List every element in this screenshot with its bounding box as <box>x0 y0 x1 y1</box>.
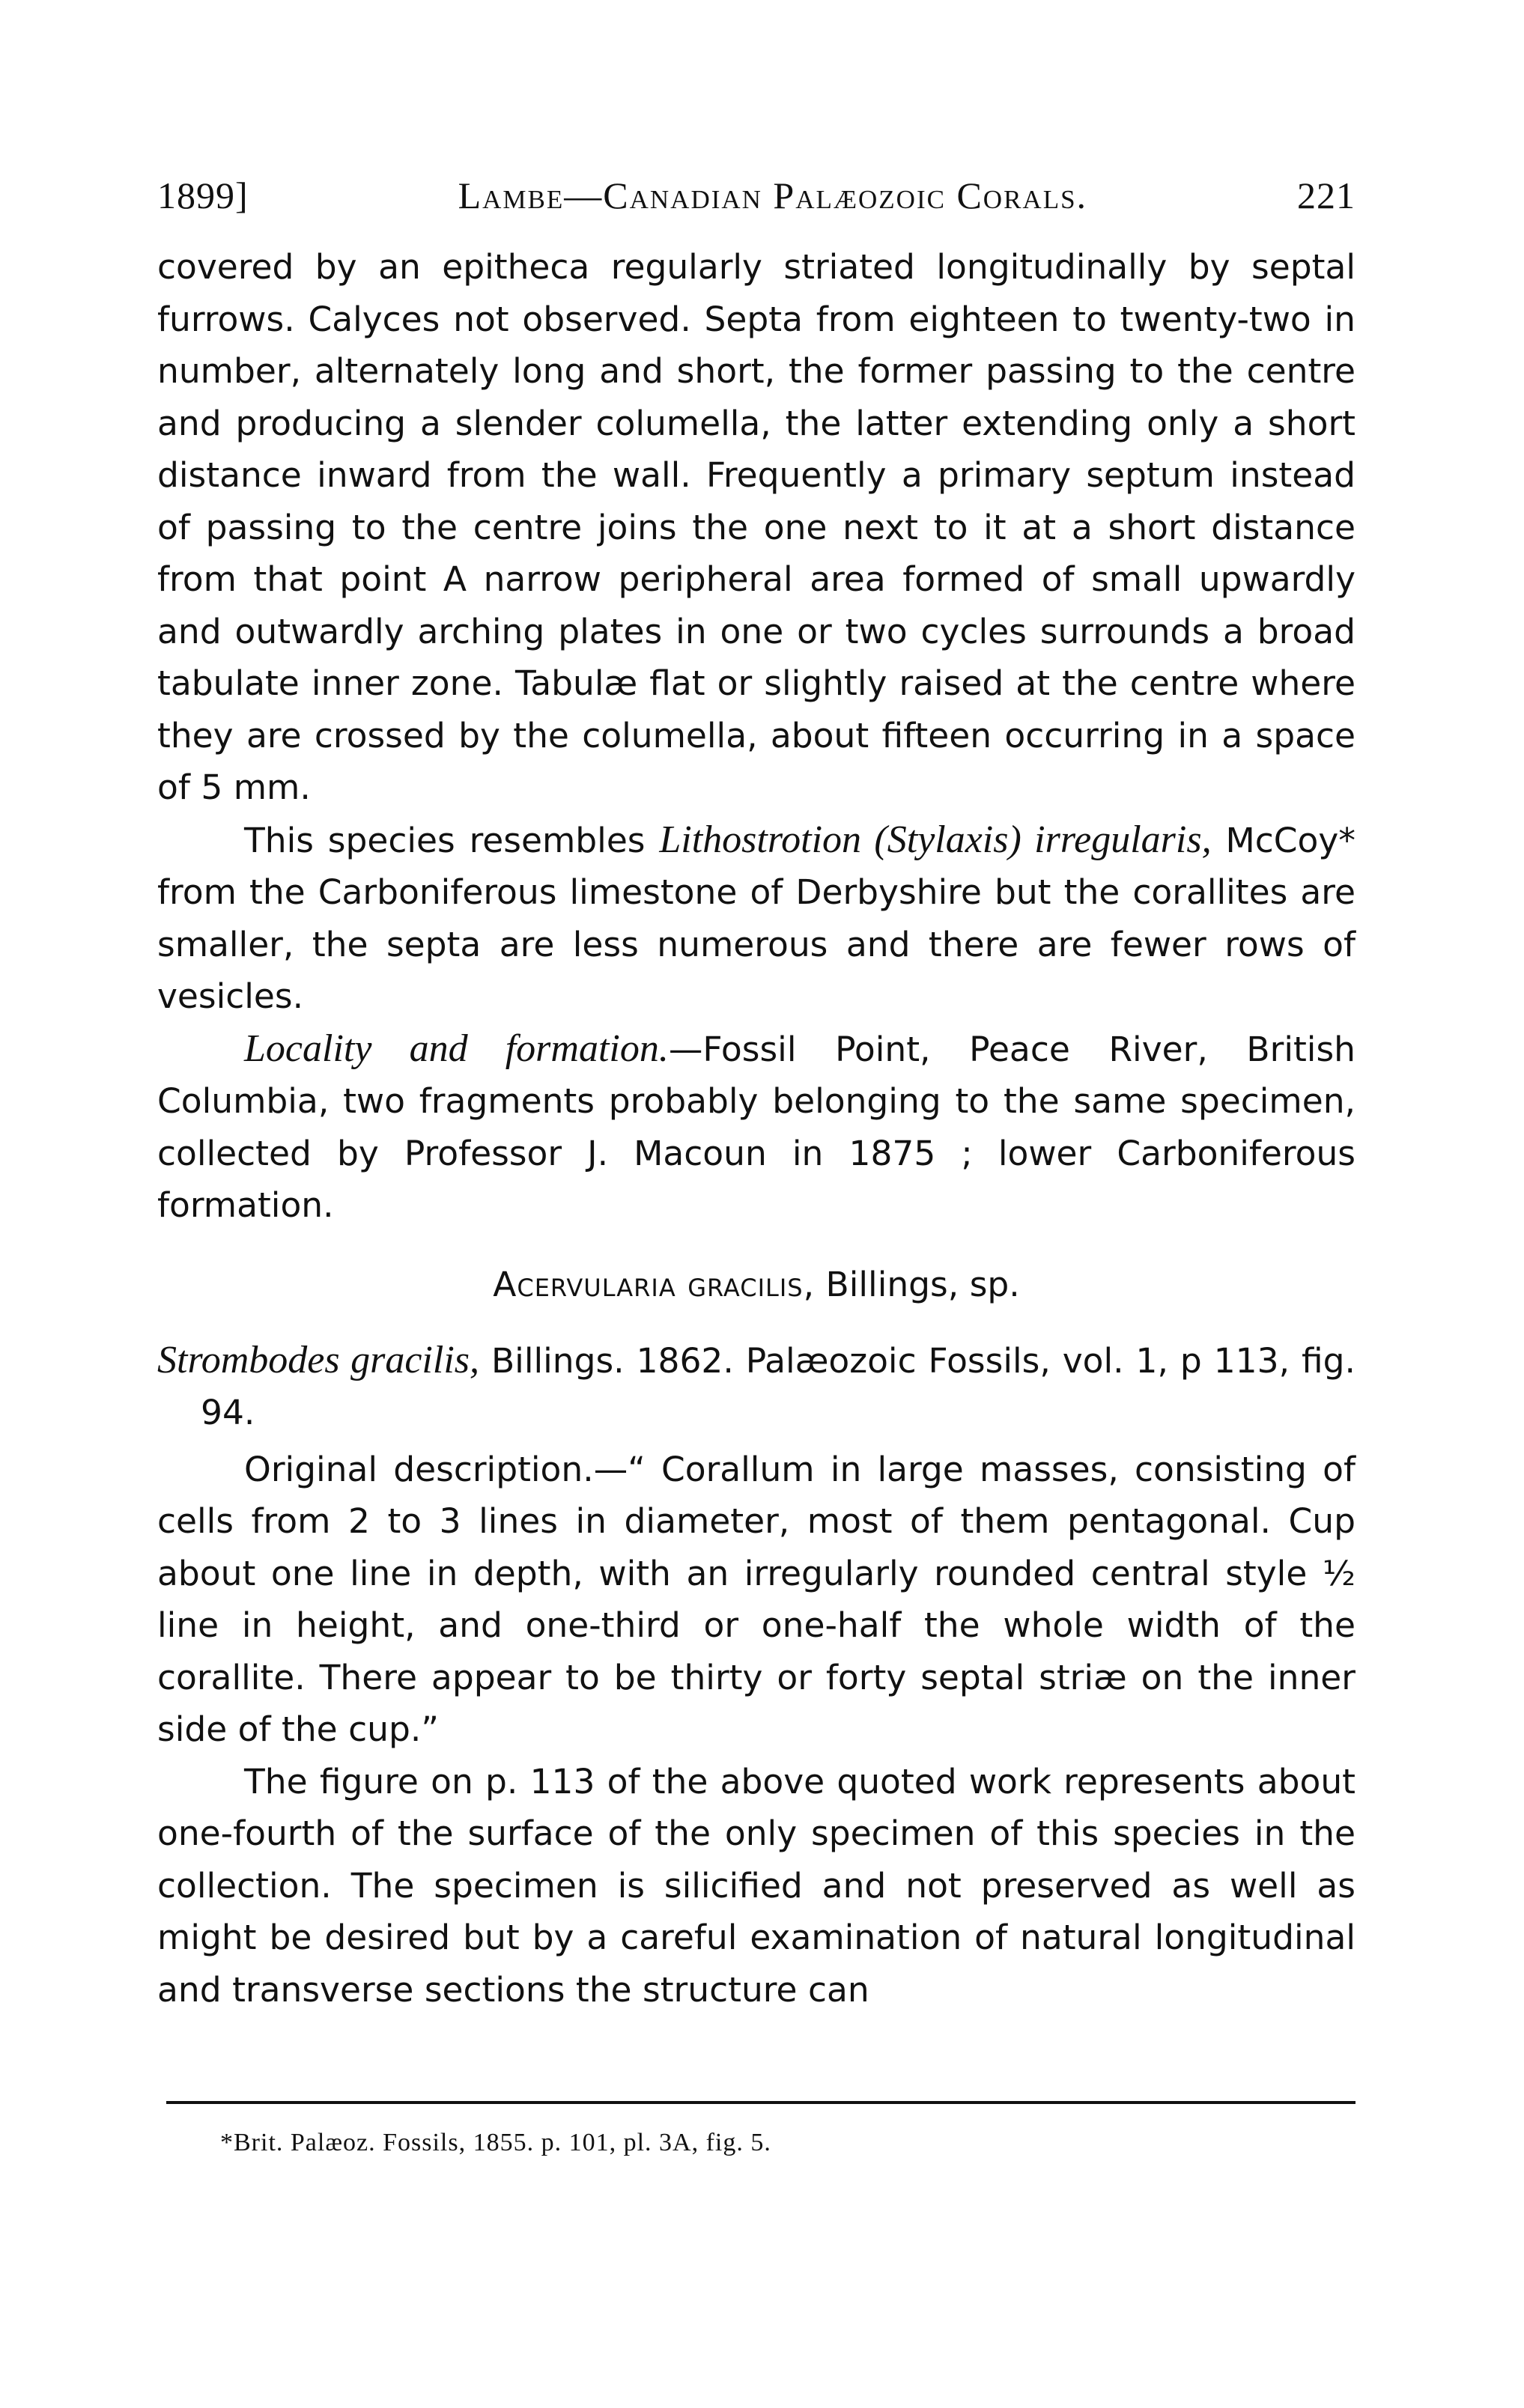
species-heading-author: Billings, sp. <box>815 1264 1020 1304</box>
paragraph-1: covered by an epitheca regularly striated longitudinally by septal furrows. Calyces not observed. Septa from eighteen to twenty-two in number, alternately long and short, the former passing to the centre and producing a slender columella, the latter extending only a short distance inward from the wall. Frequently a primary septum instead of passing to the centre joins the one next to it at a short distance from that point A narrow peripheral area formed of small upwardly and outwardly arching plates in one or two cycles surrounds a broad tabulate inner zone. Tabulæ flat or slightly raised at the centre where they are crossed by the columella, about fifteen occurring in a space of 5 mm. <box>157 247 1355 807</box>
paragraph-3-rest: —Fossil Point, Peace River, British Columbia, two fragments probably belonging to the same specimen, collected by Professor J. Macoun in 1875 ; lower Carboniferous formation. <box>157 1029 1355 1225</box>
paragraph-2-rest: McCoy* from the Carboniferous limestone of Derbyshire but the corallites are smaller, the septa are less numerous and there are fewer rows of vesicles. <box>157 820 1355 1016</box>
synonymy-reference: Billings. 1862. Palæozoic Fossils, vol. 1, p 113, fig. 94. <box>201 1340 1355 1432</box>
species-heading <box>157 1259 1355 1310</box>
paragraph-4: Original description.—“ Corallum in large masses, consisting of cells from 2 to 3 lines in diameter, most of them pentagonal. Cup about one line in depth, with an irregularly rounded central style ½ line in height, and one-third or one-half the whole width of the corallite. There appear to be thirty or forty septal striæ on the inner side of the cup.” <box>157 1449 1355 1749</box>
paragraph-3 <box>157 1023 1355 1232</box>
page-content <box>157 174 1355 2016</box>
paragraph-2-start: This species resembles <box>244 820 660 860</box>
synonymy-name: Strombodes gracilis, <box>157 1338 480 1381</box>
paragraph-2 <box>157 814 1355 1023</box>
header-year: 1899] <box>157 174 249 216</box>
footnote-rule <box>166 2101 1355 2104</box>
paragraph-5: The figure on p. 113 of the above quoted work represents about one-fourth of the surface of the only specimen of this species in the collection. The specimen is silicified and not preserved as well as might be desired but by a careful examination of natural longitudinal and transverse sections the structure can <box>157 1761 1355 2010</box>
footnote: *Brit. Palæoz. Fossils, 1855. p. 101, pl. 3A, fig. 5. <box>220 2129 771 2156</box>
synonymy-entry <box>157 1334 1355 1439</box>
species-name-lithostrotion: Lithostrotion (Stylaxis) irregularis, <box>659 818 1212 861</box>
page-number: 221 <box>1297 174 1355 216</box>
species-heading-name: Acervularia gracilis, <box>493 1264 816 1304</box>
locality-label: Locality and formation. <box>244 1027 669 1070</box>
running-head <box>157 174 1355 226</box>
header-title: Lambe—Canadian Palæozoic Corals. <box>458 174 1088 216</box>
